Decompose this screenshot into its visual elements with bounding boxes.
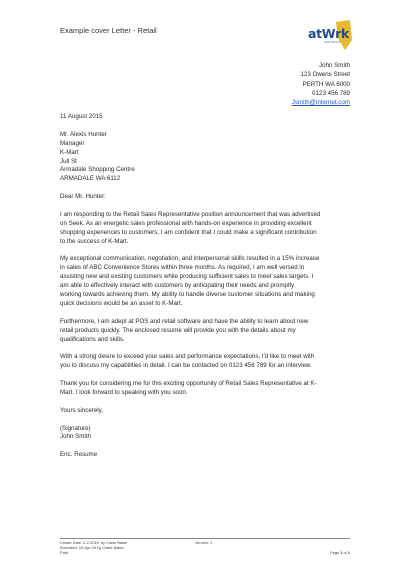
page-footer (60, 538, 350, 556)
logo-wordmark: atWrk (308, 26, 349, 41)
paragraph-line: retail products quickly. The enclosed resume will provide you with the details about my (60, 326, 296, 334)
paragraph-line: on Seek. As an energetic sales professional with hands-on experience in providing excellent (60, 219, 312, 227)
logo-tagline: AUSTRALIA (324, 41, 341, 44)
closing: Yours sincerely, (60, 406, 103, 414)
signer-name: John Smith (60, 433, 91, 441)
paragraph-line: am able to effectively interact with customers by anticipating their needs and promptly (60, 282, 295, 290)
footer-path: Path: (60, 550, 70, 556)
paragraph-line: assisting new and existing customers while producing sufficient sales to meet sales targets. I (60, 273, 314, 281)
recipient-line: Armadale Shopping Centre (60, 166, 135, 174)
recipient-line: Manager (60, 139, 85, 147)
footer-create-date: Create Date: 2-2-2015, by Claire Baker (60, 540, 128, 545)
recipient-line: ARMADALE WA 6112 (60, 175, 121, 183)
sender-name: John Smith (319, 62, 350, 69)
sender-address (292, 61, 350, 107)
recipient-line: K-Mart (60, 148, 79, 156)
paragraph-line: Furthermore, I am adept at POS and retail software and have the ability to learn about new (60, 317, 309, 325)
paragraph-line: My exceptional communication, negotiation, and interpersonal skills resulted in a 15% increase (60, 255, 320, 263)
paragraph-line: With a strong desire to exceed your sales and performance expectations, I'd like to meet with (60, 353, 315, 361)
recipient-address (60, 131, 355, 184)
paragraph-2 (60, 255, 355, 308)
sender-phone: 0123 456 789 (312, 89, 350, 97)
page-current: 1 (340, 550, 343, 555)
page-prefix: Page (330, 550, 341, 555)
paragraph-3 (60, 318, 355, 345)
page-of: of (342, 550, 348, 555)
salutation: Dear Mr. Hunter: (60, 193, 106, 201)
footer-page-number (330, 550, 350, 555)
page-total: 1 (347, 550, 350, 555)
letter-body (60, 113, 355, 460)
letter-date: 11 August 2015 (60, 113, 103, 120)
sender-email-link[interactable]: Jsmith@internet.com (291, 99, 350, 107)
document-title: Example cover Letter - Retail (60, 26, 157, 35)
recipient-line: Mr. Alexis Hunter (60, 130, 107, 138)
paragraph-line: shopping experiences to customers, I am confident that I could make a significant contribution (60, 228, 317, 236)
footer-version: Version: 1 (195, 540, 213, 545)
paragraph-line: Thank you for considering me for this exciting opportunity of Retail Sales Representative at K- (60, 380, 317, 388)
recipient-line: Jull St (60, 157, 77, 165)
paragraph-line: to the success of K-Mart. (60, 237, 129, 245)
signature-placeholder: (Signature) (60, 424, 91, 432)
paragraph-4 (60, 353, 355, 371)
paragraph-line: I am responding to the Retail Sales Representative position announcement that was advertised (60, 210, 321, 218)
enclosure-note: Enc. Resume (60, 451, 98, 459)
paragraph-line: working towards achieving them. My ability to handle diverse customer situations and making (60, 291, 315, 299)
sender-street: 123 Owens Street (300, 71, 350, 79)
paragraph-line: quick decisions would be an asset to K-Mart. (60, 299, 183, 307)
paragraph-line: in sales of ABC Convenience Stores within three months. As required, I am well versed in (60, 264, 305, 272)
sender-city: PERTH WA 6000 (302, 80, 350, 88)
footer-amended: Amended: 19-Apr-16 by Claire Baker (60, 545, 124, 551)
paragraph-line: Mart. I look forward to speaking with you soon. (60, 388, 188, 396)
paragraph-5 (60, 380, 355, 398)
company-logo (308, 20, 368, 50)
paragraph-line: you to discuss my capabilities in detail. I can be contacted on 0123 456 789 for an interview. (60, 362, 312, 370)
paragraph-line: qualifications and skills. (60, 335, 125, 343)
paragraph-1 (60, 211, 355, 247)
